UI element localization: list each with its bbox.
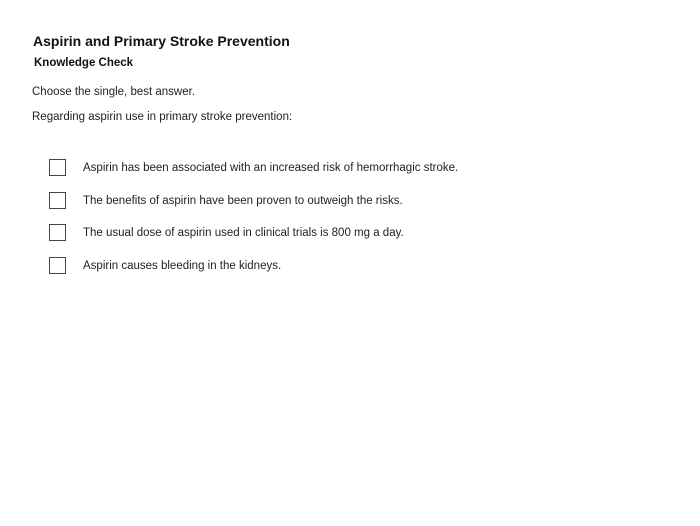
answer-option-2[interactable] <box>49 191 669 224</box>
page-title: Aspirin and Primary Stroke Prevention <box>33 33 290 49</box>
answer-checkbox-4[interactable] <box>49 257 66 274</box>
answer-checkbox-3[interactable] <box>49 224 66 241</box>
answer-option-4[interactable] <box>49 256 669 289</box>
answer-options <box>49 158 669 288</box>
answer-option-label-2[interactable]: The benefits of aspirin have been proven to outweigh the risks. <box>83 194 403 207</box>
answer-option-3[interactable] <box>49 223 669 256</box>
answer-checkbox-2[interactable] <box>49 192 66 209</box>
page-subtitle: Knowledge Check <box>34 57 134 69</box>
answer-option-label-4[interactable]: Aspirin causes bleeding in the kidneys. <box>83 259 282 272</box>
question-text: Regarding aspirin use in primary stroke prevention: <box>32 111 293 123</box>
answer-checkbox-1[interactable] <box>49 159 66 176</box>
answer-option-label-3[interactable]: The usual dose of aspirin used in clinical trials is 800 mg a day. <box>83 227 404 239</box>
answer-option-1[interactable] <box>49 158 669 191</box>
answer-option-label-1[interactable]: Aspirin has been associated with an increased risk of hemorrhagic stroke. <box>83 162 459 174</box>
instruction-text: Choose the single, best answer. <box>32 86 196 98</box>
